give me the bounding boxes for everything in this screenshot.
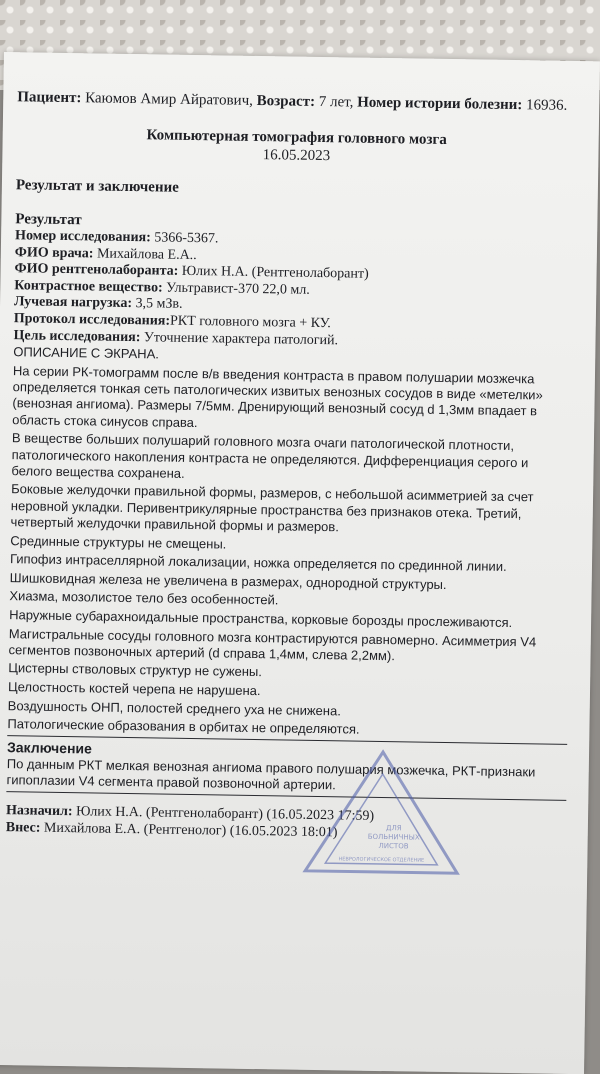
stamp-line: ЛИСТОВ (378, 841, 409, 851)
field-value: Ультравист-370 22,0 мл. (166, 280, 310, 298)
field-label: Протокол исследования: (13, 311, 171, 329)
stamp-bottom-text: НЕВРОЛОГИЧЕСКОЕ ОТДЕЛЕНИЕ (338, 856, 425, 864)
field-value: Уточнение характера патологий. (143, 329, 339, 348)
stamp-line: ДЛЯ (385, 824, 402, 833)
description-paragraph: Цистерны стволовых структур не сужены. (8, 660, 263, 680)
description-paragraph: В веществе больших полушарий головного мозга очаги патологической плотности, патологического накопления контраста не определяются. Дифференциация серого и белого вещества сохранена. (11, 430, 529, 481)
stamp-outer-triangle (305, 751, 459, 873)
history-label: Номер истории болезни: (357, 94, 523, 114)
description-paragraph: Боковые желудочки правильной формы, размеров, с небольшой асимметрией за счет неровной укладки. Перивентрикулярные пространства без признаков отека. Третий, четвертый желудочки правильной формы и размеров. (10, 481, 534, 535)
field-value: 3,5 мЗв. (135, 296, 183, 313)
triangle-stamp (301, 747, 463, 879)
description-paragraph: Магистральные сосуды головного мозга контрастируются равномерно. Асимметрия V4 сегментов позвоночных артерий (d справа 1,4мм, слева 2,2мм). (8, 625, 537, 664)
study-fields (13, 228, 575, 353)
description-paragraph: Воздушность ОНП, полостей среднего уха не снижена. (7, 697, 342, 719)
description-paragraph: Срединные структуры не смещены. (10, 532, 227, 552)
signature-label: Назначил: (5, 802, 73, 819)
age-value: 7 лет, (318, 93, 354, 111)
field-value: Михайлова Е.А.. (96, 246, 197, 263)
history-number: 16936. (525, 97, 568, 114)
description-heading: ОПИСАНИЕ С ЭКРАНА. (13, 344, 160, 362)
stamp-line: БОЛЬНИЧНЫХ (367, 832, 420, 842)
signatures-block (6, 802, 566, 845)
field-label: Номер исследования: (14, 228, 151, 246)
field-value: Юлих Н.А. (Рентгенолаборант) (181, 264, 369, 282)
description-paragraph: Патологические образования в орбитах не определяются. (7, 716, 360, 737)
description-paragraph: Хиазма, мозолистое тело без особенностей. (9, 588, 279, 608)
signature-value: Юлих Н.А. (Рентгенолаборант) (16.05.2023 17:59) (75, 803, 375, 824)
conclusion-heading: Заключение (6, 738, 93, 757)
patient-name: Каюмов Амир Айратович, (85, 90, 254, 109)
signature-label: Внес: (5, 819, 41, 836)
stamp-inner-triangle (325, 773, 438, 865)
field-label: Цель исследования: (13, 327, 141, 345)
description-paragraph: Шишковидная железа не увеличена в размерах, однородной структуры. (9, 569, 447, 592)
field-label: ФИО врача: (14, 244, 94, 262)
field-label: ФИО рентгенолаборанта: (14, 261, 179, 279)
field-value: РКТ головного мозга + КУ. (169, 313, 331, 332)
description-paragraph: Наружные субарахноидальные пространства, корковые борозды прослеживаются. (9, 607, 513, 631)
description-paragraph: На серии РК-томограмм после в/в введения контраста в правом полушарии мозжечка определяется тонкая сеть патологических извитых венозных сосудов в виде «метелки» (венозная ангиома). Размеры 7/5мм. Дренирующий венозный сосуд d 1,3мм впадает в область стока синусов справа. (12, 362, 543, 430)
field-label: Контрастное вещество: (14, 277, 163, 296)
patient-line (17, 88, 577, 115)
description-block (7, 344, 573, 741)
document-sheet (0, 52, 600, 1074)
description-paragraph: Целостность костей черепа не нарушена. (7, 679, 261, 699)
field-value: 5366-5367. (154, 230, 219, 247)
conclusion-paragraph: По данным РКТ мелкая венозная ангиома правого полушария мозжечка, РКТ-признаки гипоплазии V4 сегмента правой позвоночной артерии. (6, 755, 536, 793)
document-date: 16.05.2023 (262, 147, 331, 165)
signature-value: Михайлова Е.А. (Рентгенолог) (16.05.2023 18:01) (43, 820, 338, 841)
result-heading: Результат (15, 211, 82, 229)
document-title: Компьютерная томография головного мозга (146, 127, 447, 148)
document-content (6, 88, 578, 844)
age-label: Возраст: (256, 92, 316, 110)
field-label: Лучевая нагрузка: (13, 294, 133, 312)
patient-label: Пациент: (17, 89, 82, 107)
description-paragraph: Гипофиз интраселлярной локализации, ножка определяется по срединной линии. (9, 551, 507, 575)
section-heading: Результат и заключение (15, 177, 179, 196)
